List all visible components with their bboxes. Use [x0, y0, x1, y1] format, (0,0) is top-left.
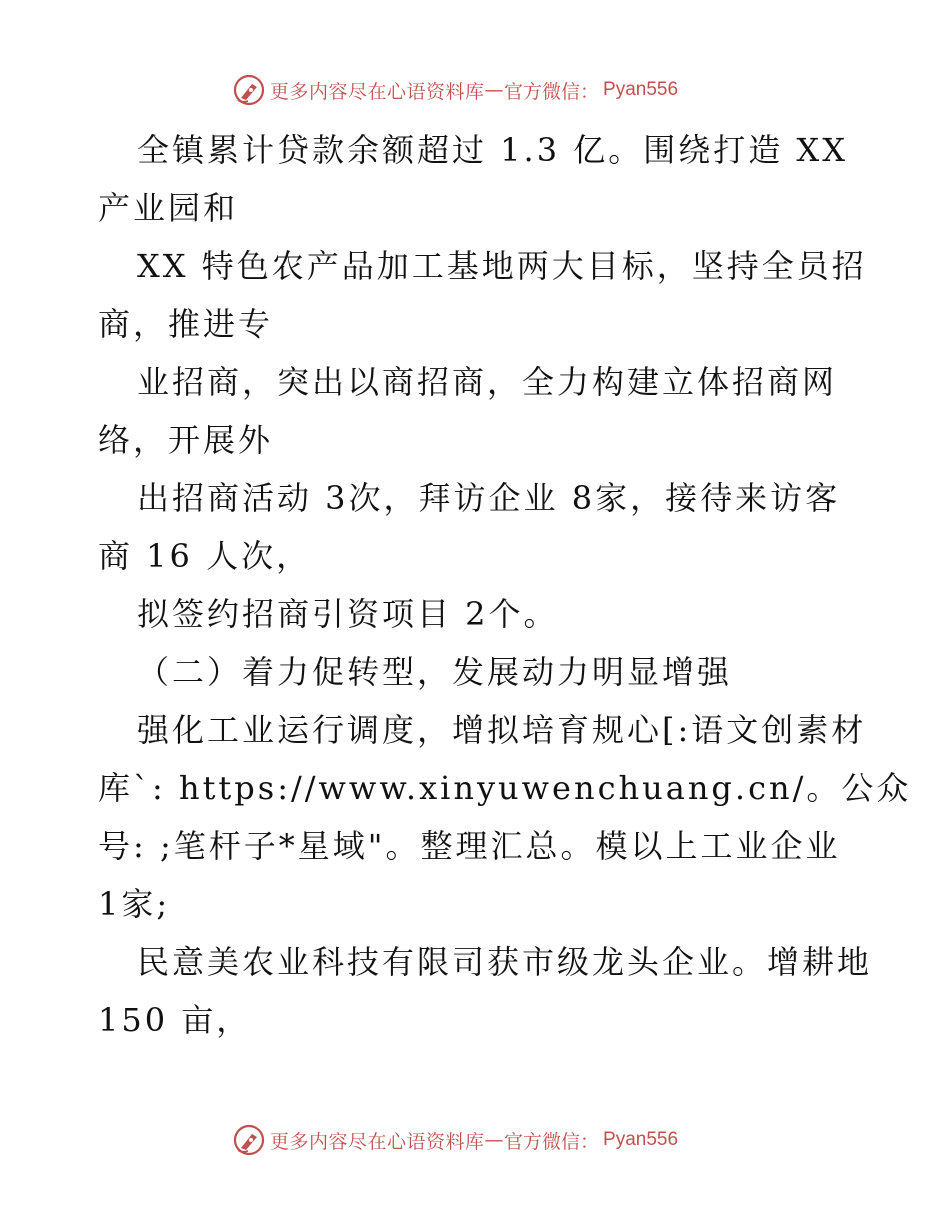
footer-separator: —	[484, 1129, 505, 1151]
body-line: 民意美农业科技有限司获市级龙头企业。增耕地	[137, 943, 873, 981]
body-line: 商，推进专	[98, 305, 274, 343]
header-separator: —	[484, 79, 505, 101]
body-line: 拟签约招商引资项目 2个。	[137, 595, 559, 633]
pen-nib-circle-icon	[232, 1123, 266, 1157]
body-line: 业招商，突出以商招商，全力构建立体招商网	[137, 363, 838, 401]
body-line: 1家;	[98, 885, 171, 923]
pen-nib-circle-icon	[232, 73, 266, 107]
footer-wechat-id: Pyan556	[603, 1129, 679, 1150]
header-banner	[232, 70, 678, 110]
header-wechat-id: Pyan556	[603, 79, 679, 100]
header-wechat-label: 官方微信：	[504, 80, 600, 103]
body-line: XX 特色农产品加工基地两大目标，坚持全员招	[137, 247, 867, 285]
body-line: 络，开展外	[98, 421, 274, 459]
section-heading: （二）着力促转型，发展动力明显增强	[137, 653, 733, 691]
footer-banner	[232, 1120, 678, 1160]
body-line: 150 亩，	[98, 1001, 252, 1039]
footer-banner-text: 更多内容尽在心语资料库	[270, 1130, 485, 1153]
body-line: 产业园和	[98, 189, 239, 227]
footer-wechat-label: 官方微信：	[504, 1130, 600, 1153]
body-line: 出招商活动 3次，拜访企业 8家，接待来访客	[137, 479, 841, 517]
header-banner-text: 更多内容尽在心语资料库	[270, 80, 485, 103]
body-line: 商 16 人次，	[98, 537, 312, 575]
body-line: 强化工业运行调度，增拟培育规心[:语文创素材	[137, 711, 867, 749]
body-line: 号: ;笔杆子*星域"。整理汇总。模以上工业企业	[98, 827, 841, 865]
body-line: 全镇累计贷款余额超过 1.3 亿。围绕打造 XX	[137, 131, 848, 169]
body-line: 库`: https://www.xinyuwenchuang.cn/。公众	[98, 769, 912, 807]
